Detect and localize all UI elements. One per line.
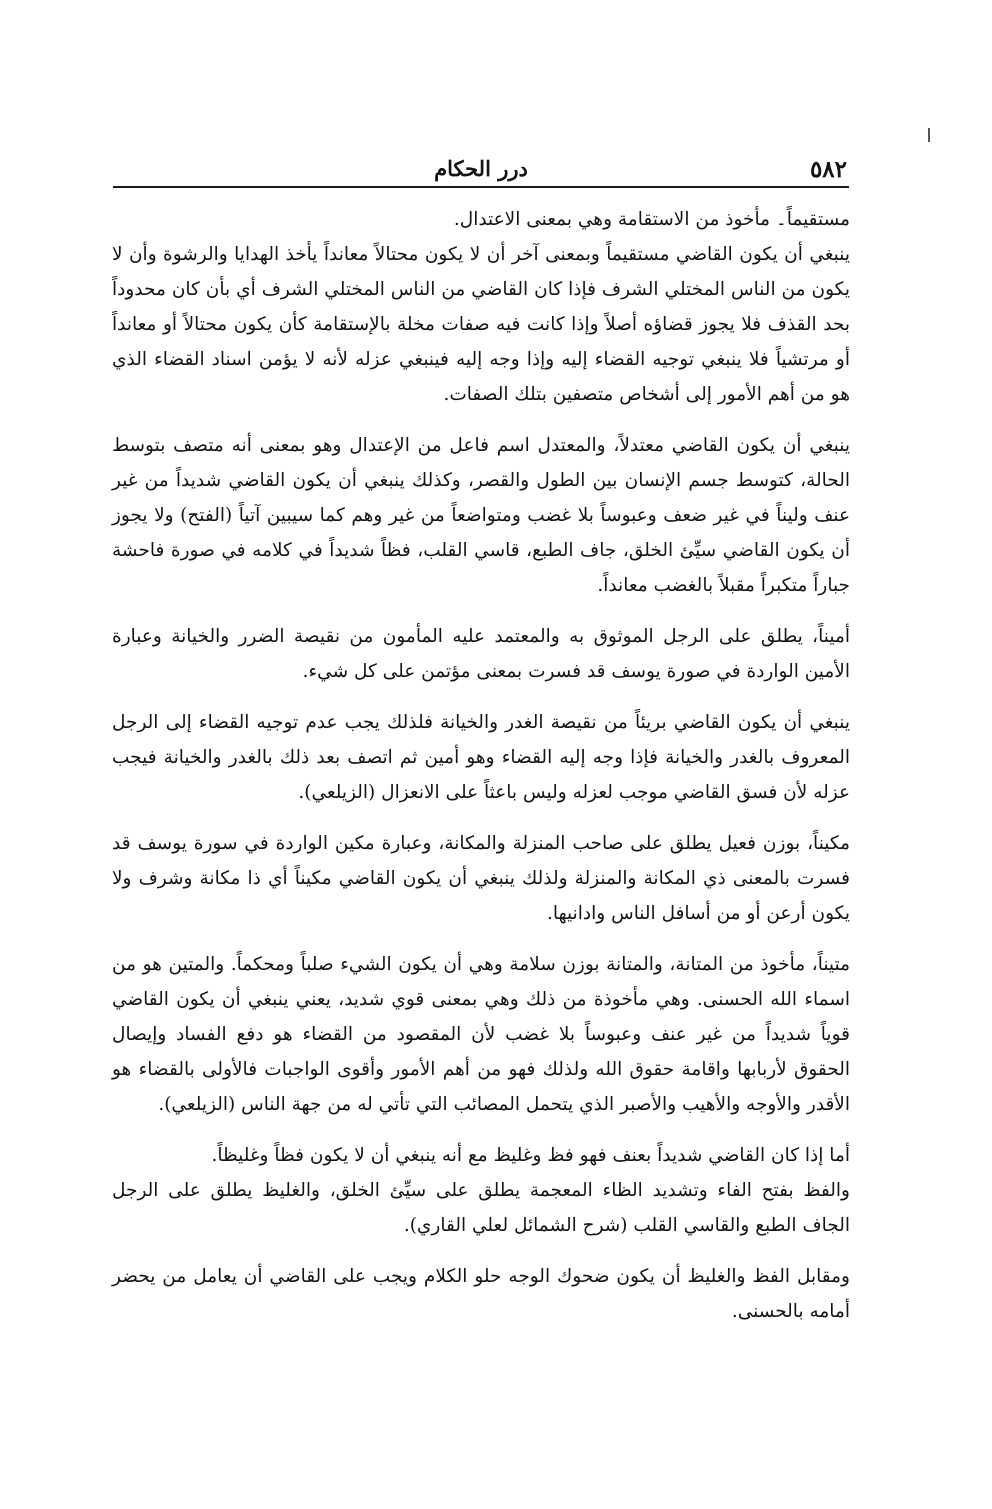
- running-title: درر الحكام: [434, 156, 528, 181]
- header-rule: [113, 186, 849, 188]
- paragraph: أميناً، يطلق على الرجل الموثوق به والمعتمد عليه المأمون من نقيصة الضرر والخيانة وعبارة الأمين الواردة في صورة يوسف قد فسرت بمعنى مؤتمن على كل شيء.: [112, 626, 850, 682]
- paragraph: أما إذا كان القاضي شديداً بعنف فهو فظ وغليظ مع أنه ينبغي أن لا يكون فظاً وغليظاً.: [211, 1145, 850, 1166]
- paragraph: ينبغي أن يكون القاضي مستقيماً وبمعنى آخر أن لا يكون محتالاً معانداً يأخذ الهدايا والرشوة وأن لا يكون من الناس المختلي الشرف فإذا كان القاضي من الناس المختلي الشرف أي بأن كان محدوداً بحد القذف فلا يجوز قضاؤه أصلاً وإذا كانت فيه صفات مخلة بالإستقامة كأن يكون محتالاً أو معانداً أو مرتشياً فلا ينبغي توجيه القضاء إليه وإذا وجه إليه فينبغي عزله لأنه لا يؤمن اسناد القضاء الذي هو من أهم الأمور إلى أشخاص متصفين بتلك الصفات.: [112, 244, 850, 405]
- paragraph: مكيناً، بوزن فعيل يطلق على صاحب المنزلة والمكانة، وعبارة مكين الواردة في سورة يوسف قد فسرت بالمعنى ذي المكانة والمنزلة ولذلك ينبغي أن يكون القاضي مكيناً أي ذا مكانة وشرف ولا يكون أرعن أو من أسافل الناس وادانيها.: [112, 833, 850, 924]
- paragraph: ينبغي أن يكون القاضي بريئاً من نقيصة الغدر والخيانة فلذلك يجب عدم توجيه القضاء إلى الرجل المعروف بالغدر والخيانة فإذا وجه إليه القضاء وهو أمين ثم اتصف بعد ذلك بالغدر والخيانة فيجب عزله لأن فسق القاضي موجب لعزله وليس باعثاً على الانعزال (الزيلعي).: [112, 712, 850, 803]
- page-number: ٥٨٢: [809, 156, 847, 183]
- paragraph: متيناً، مأخوذ من المتانة، والمتانة بوزن سلامة وهي أن يكون الشيء صلباً ومحكماً. والمتين هو من اسماء الله الحسنى. وهي مأخوذة من ذلك وهي بمعنى قوي شديد، يعني ينبغي أن يكون القاضي قوياً شديداً من غير عنف وعبوساً بلا غضب لأن المقصود من القضاء هو دفع الفساد وإيصال الحقوق لأربابها واقامة حقوق الله ولذلك فهو من أهم الأمور وأقوى الواجبات فالأولى بالقضاء هو الأقدر والأوجه والأهيب والأصبر الذي يتحمل المصائب التي تأتي له من جهة الناس (الزيلعي).: [112, 954, 850, 1115]
- paragraph: ومقابل الفظ والغليظ أن يكون ضحوك الوجه حلو الكلام ويجب على القاضي أن يعامل من يحضر أمامه بالحسنى.: [112, 1266, 850, 1322]
- margin-mark: [928, 128, 930, 142]
- paragraph: مستقيماً۔ مأخوذ من الاستقامة وهي بمعنى الاعتدال.: [453, 209, 850, 230]
- paragraph: والفظ بفتح الفاء وتشديد الظاء المعجمة يطلق على سيِّئ الخلق، والغليظ يطلق على الرجل الجاف الطبع والقاسي القلب (شرح الشمائل لعلي القاري).: [112, 1180, 850, 1236]
- body-text: [112, 202, 850, 1345]
- page-header: [113, 152, 849, 186]
- paragraph: ينبغي أن يكون القاضي معتدلاً، والمعتدل اسم فاعل من الإعتدال وهو بمعنى أنه متصف بتوسط الحالة، كتوسط جسم الإنسان بين الطول والقصر، وكذلك ينبغي أن يكون القاضي شديداً من غير عنف وليناً في غير ضعف وعبوساً بلا غضب ومتواضعاً من غير وهم كما سيبين آتياً (الفتح) ولا يجوز أن يكون القاضي سيِّئ الخلق، جاف الطبع، قاسي القلب، فظاً شديداً في كلامه في صورة فاحشة جباراً متكبراً مقبلاً بالغضب معانداً.: [112, 435, 850, 596]
